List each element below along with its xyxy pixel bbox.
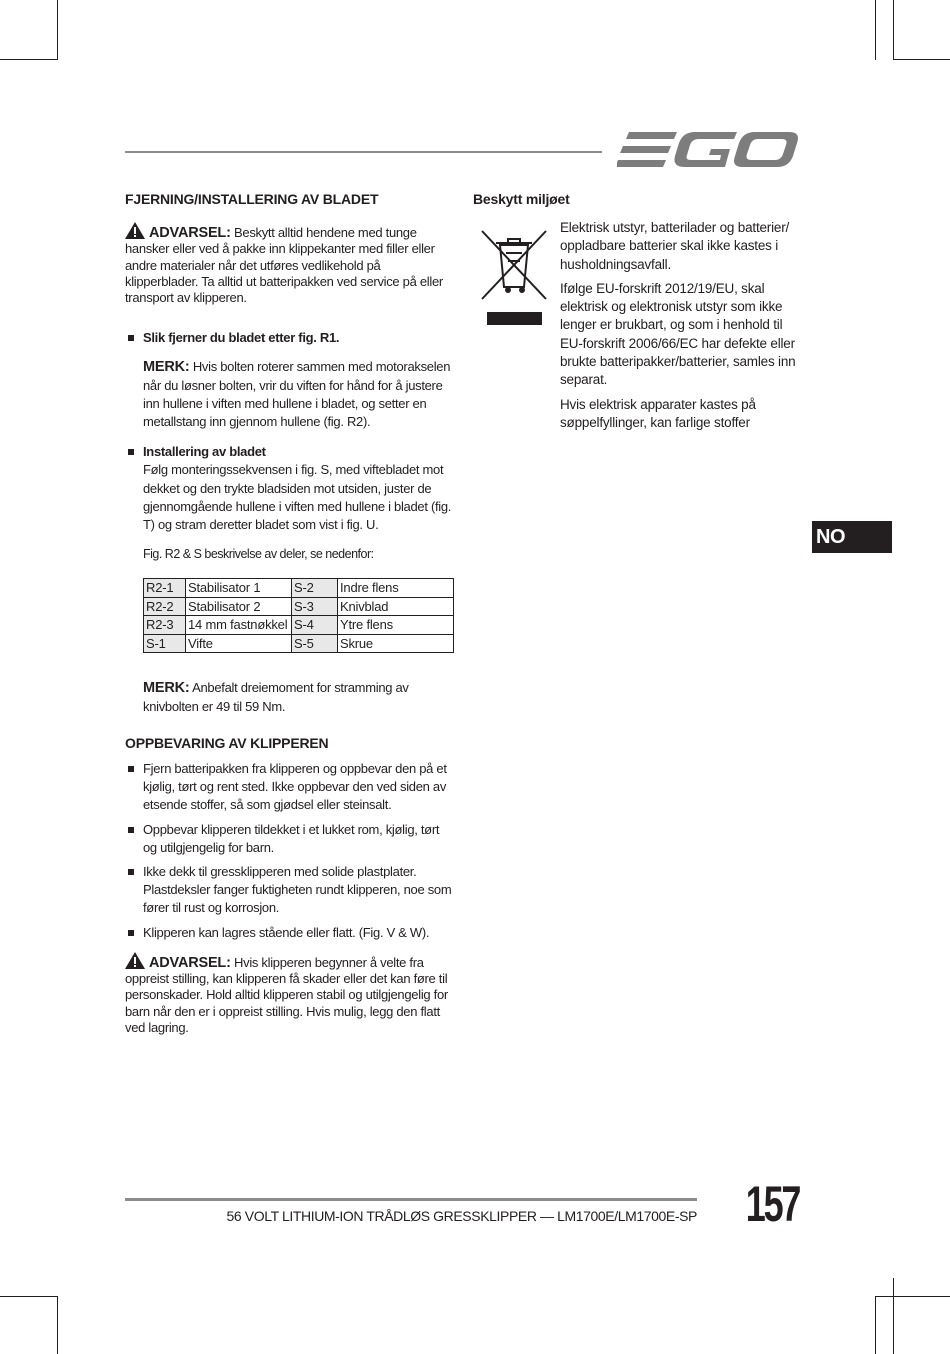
warning-label: ADVARSEL: [149, 225, 231, 242]
list-item: Fjern batteripakken fra klipperen og oppbevar den på et kjølig, tørt og rent sted. Ikke oppbevar den ved siden av etsende stoffer, så som gjødsel eller steinsalt. [125, 760, 455, 815]
warning-storage [125, 952, 455, 1036]
note-torque [125, 679, 455, 715]
crop-mark [893, 59, 950, 60]
parts-table [143, 578, 454, 653]
note-bolt [125, 358, 455, 431]
list-item: Klipperen kan lagres stående eller flatt. (Fig. V & W). [125, 924, 455, 942]
warning-text: Hvis klipperen begynner å velte fra oppreist stilling, kan klipperen få skader eller det kan føre til personskader. Hold alltid klipperen stabil og utilgjengelig for barn når den er i oppreist stilling. Hvis mulig, legg den flatt ved lagring. [125, 954, 448, 1035]
footer-product: 56 VOLT LITHIUM-ION TRÅDLØS GRESSKLIPPER — LM1700E/LM1700E-SP [226, 1208, 697, 1224]
note-text: Anbefalt dreiemoment for stramming av knivbolten er 49 til 59 Nm. [143, 680, 409, 714]
paragraph: Hvis elektrisk apparater kastes på søppelfyllinger, kan farlige stoffer [560, 396, 756, 430]
page-number: 157 [745, 1176, 800, 1232]
heading-storage: OPPBEVARING AV KLIPPEREN [125, 734, 329, 751]
environment-text [560, 219, 798, 432]
weee-bar [487, 312, 542, 325]
table-row: R2-3 14 mm fastnøkkel S-4 Ytre flens [144, 616, 454, 635]
crop-mark [875, 0, 876, 60]
note-label: MERK: [143, 680, 190, 697]
bullet-square-icon [128, 827, 134, 833]
crop-mark [0, 59, 58, 60]
crop-mark [875, 1296, 950, 1297]
crop-mark [893, 1278, 894, 1354]
crop-mark [893, 0, 894, 60]
list-item: Ikke dekk til gressklipperen med solide plastplater. Plastdeksler fanger fuktigheten rundt klipperen, noe som fører til rust og korrosjon. [125, 863, 455, 918]
bullet-text: Følg monteringssekvensen i fig. S, med viftebladet mot dekket og den trykte bladsiden mot utsiden, juster de gjennomgående hullene i viften med hullene i bladet (fig. T) og stram deretter bladet som vist i fig. U. [143, 462, 452, 533]
language-tab: NO [812, 521, 892, 553]
paragraph: Elektrisk utstyr, batterilader og batterier/ oppladbare batterier skal ikke kastes i husholdningsavfall. [560, 220, 790, 272]
header-rule [125, 151, 602, 153]
note-label: MERK: [143, 359, 190, 376]
bullet-square-icon [128, 766, 134, 772]
right-column [473, 190, 803, 208]
warning-text: Beskytt alltid hendene med tunge hansker eller ved å pakke inn klippekanter med filler eller andre materialer når det utføres vedlikehold på klipperblader. Ta alltid ut batteripakken ved service på eller transport av klipperen. [125, 225, 443, 306]
note-text: Hvis bolten roterer sammen med motorakselen når du løsner bolten, vrir du viften for hånd for å justere inn hullene i viften med hullene i bladet, og setter en metallstang inn gjennom hullene (fig. R2). [143, 359, 451, 430]
table-row: S-1 Vifte S-5 Skrue [144, 634, 454, 653]
bullet-remove-blade: Slik fjerner du bladet etter fig. R1. [125, 329, 455, 347]
paragraph: Ifølge EU-forskrift 2012/19/EU, skal elektrisk og elektronisk utstyr som ikke lenger er brukbart, og som i henhold til EU-forskrift 2006/66/EC har defekte eller brukte batteripakker/batterier, samles inn separat. [560, 280, 796, 388]
bullet-square-icon [128, 335, 134, 341]
figure-caption: Fig. R2 & S beskrivelse av deler, se nedenfor: [143, 547, 374, 562]
crop-mark [875, 1296, 876, 1354]
heading-environment: Beskytt miljøet [473, 191, 570, 207]
warning-label: ADVARSEL: [149, 954, 231, 971]
heading-blade: FJERNING/INSTALLERING AV BLADET [125, 191, 379, 207]
ego-logo [617, 128, 800, 172]
crop-mark [0, 1296, 58, 1297]
crop-mark [57, 1296, 58, 1354]
bullet-square-icon [128, 449, 134, 455]
warning-triangle-icon [125, 952, 145, 969]
bullet-title: Installering av bladet [143, 444, 266, 460]
bullet-square-icon [128, 869, 134, 875]
table-row: R2-1 Stabilisator 1 S-2 Indre flens [144, 579, 454, 598]
footer-rule [125, 1198, 697, 1201]
left-column [125, 190, 455, 1036]
warning-blade [125, 222, 455, 306]
bullet-install-blade [125, 443, 455, 534]
list-item: Oppbevar klipperen tildekket i et lukket rom, kjølig, tørt og utilgjengelig for barn. [125, 821, 455, 857]
warning-triangle-icon [125, 222, 145, 239]
crop-mark [57, 0, 58, 60]
table-row: R2-2 Stabilisator 2 S-3 Knivblad [144, 597, 454, 616]
bullet-square-icon [128, 930, 134, 936]
